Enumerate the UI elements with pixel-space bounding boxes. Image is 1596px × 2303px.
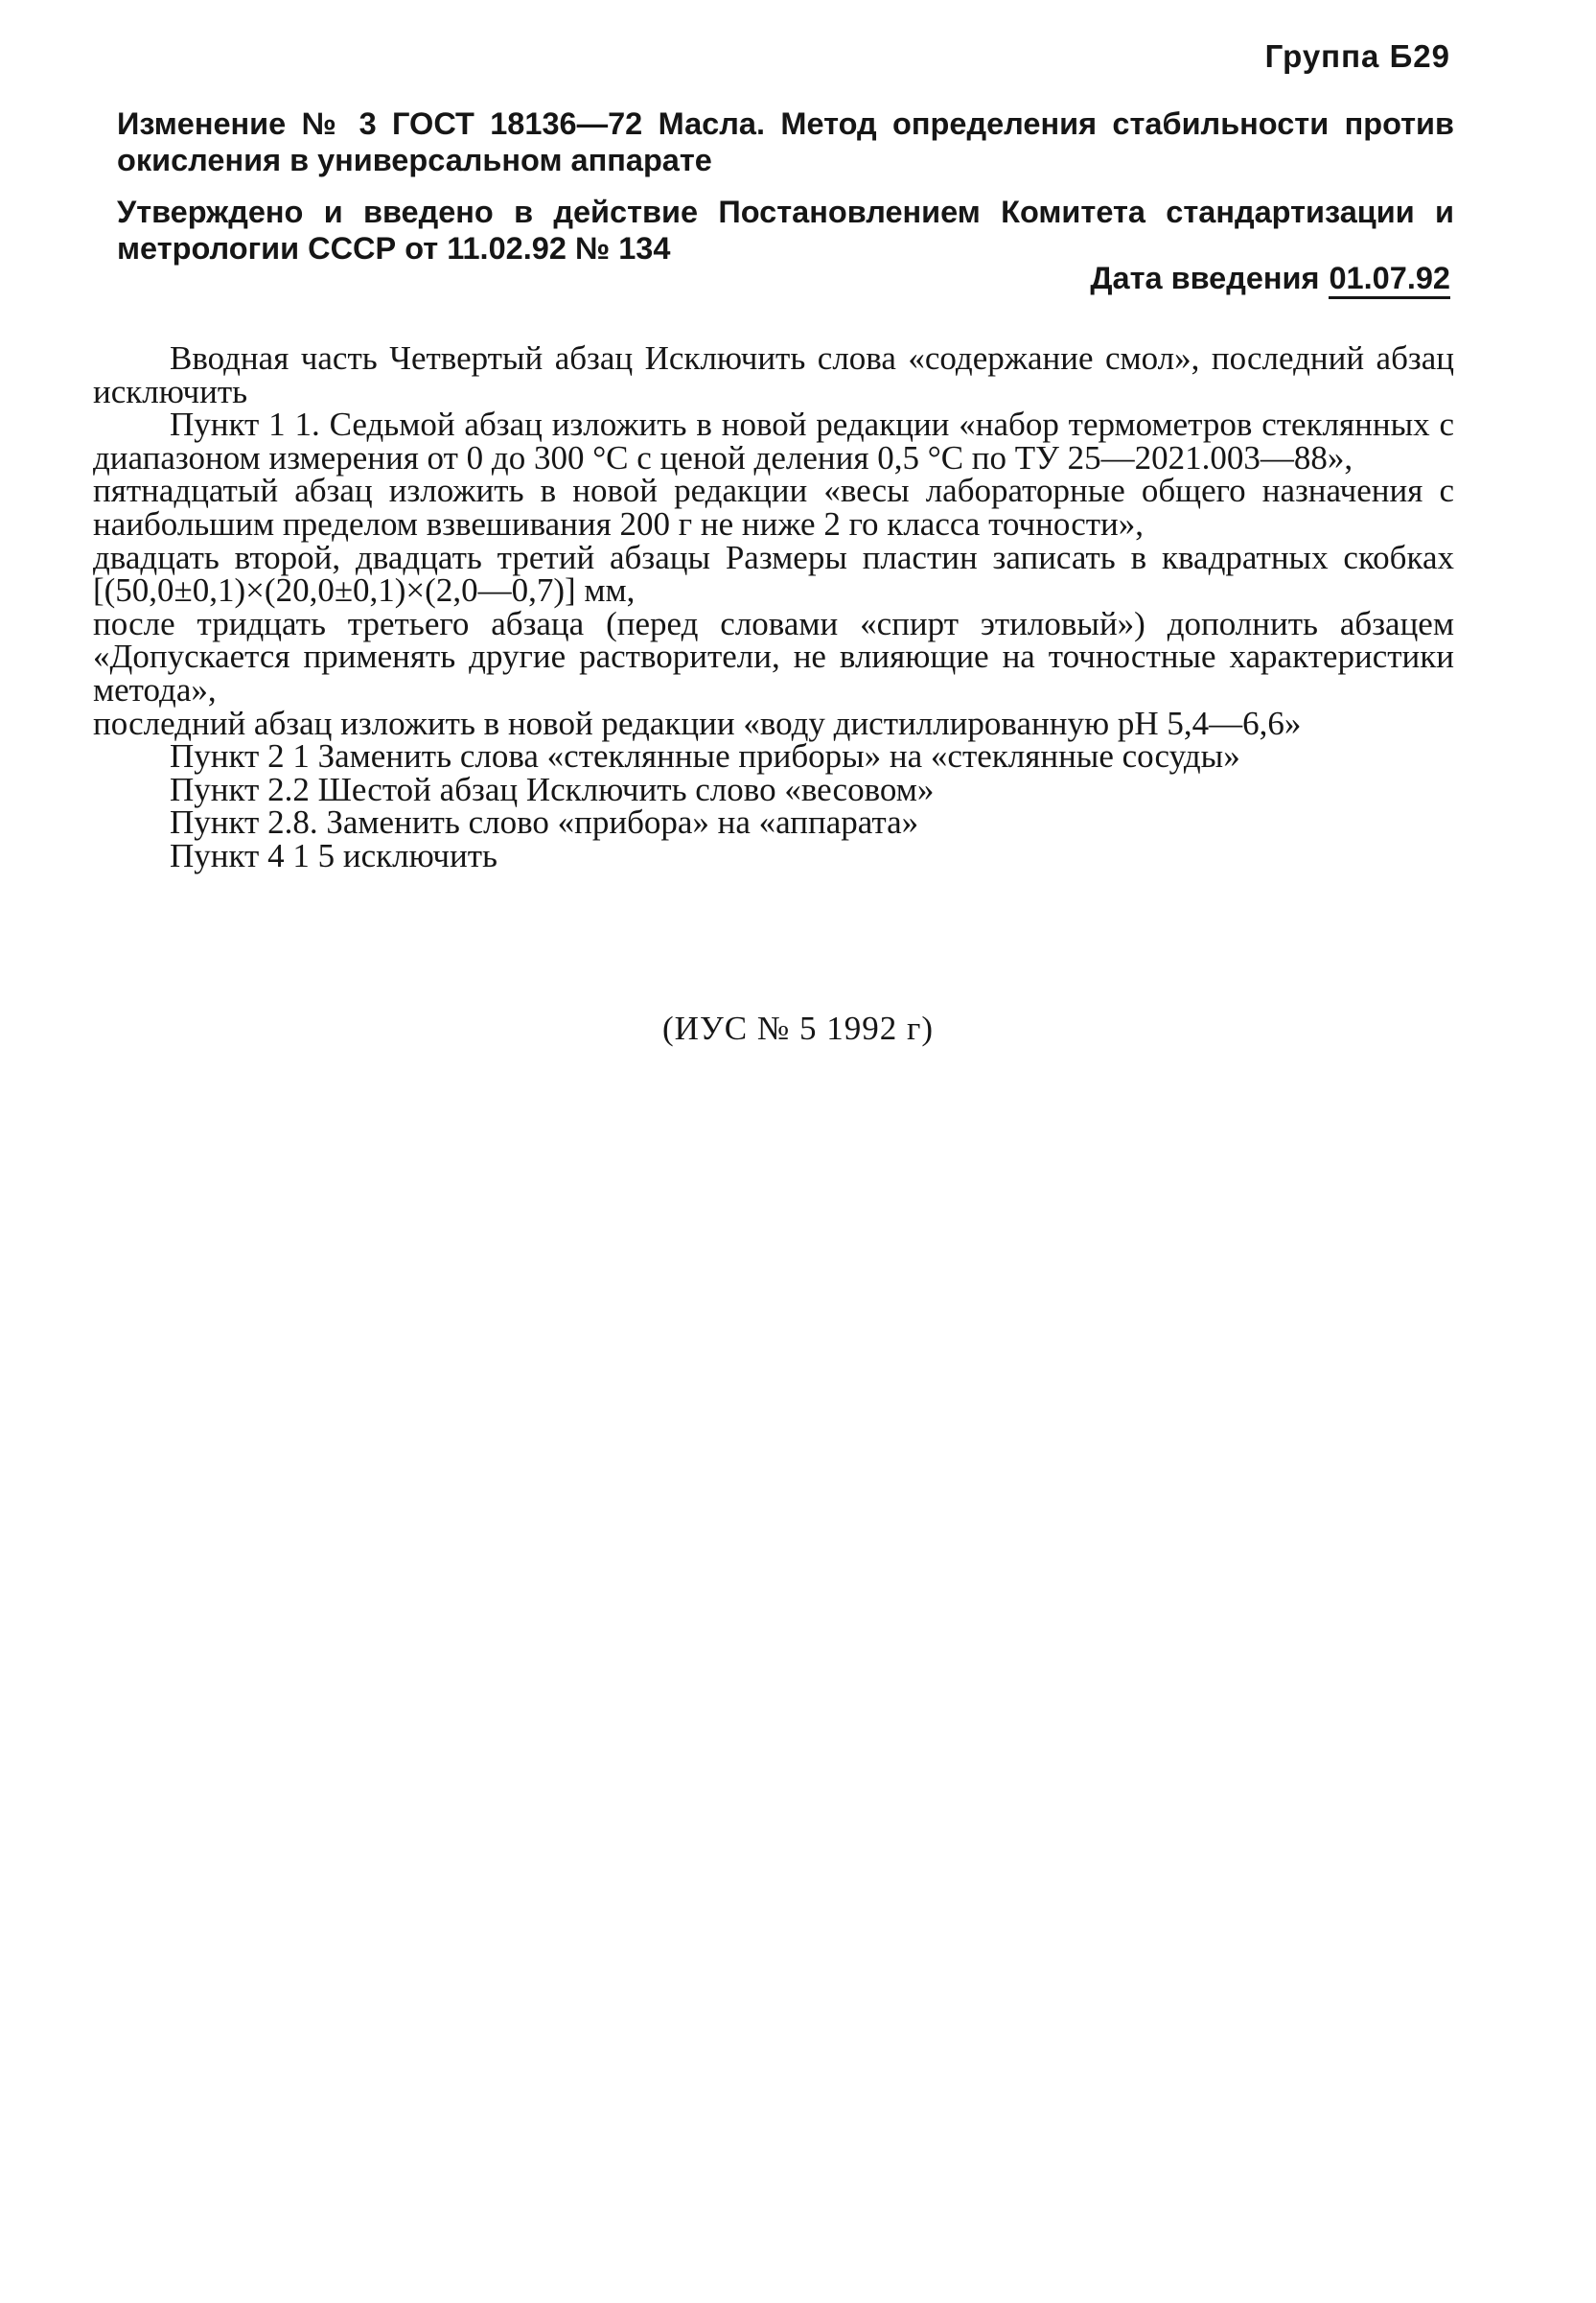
paragraph-clause-2-1: Пункт 2 1 Заменить слова «стеклянные приборы» на «стеклянные сосуды» (170, 737, 1240, 776)
publication-source: (ИУС № 5 1992 г) (662, 1010, 934, 1047)
paragraph-fifteenth: пятнадцатый абзац изложить в новой редакции «весы лабораторные общего назначения с наибольшим пределом взвешивания 200 г не ниже 2 го класса точности», (93, 472, 1454, 543)
effective-date-value: 01.07.92 (1329, 262, 1450, 299)
change-title: Изменение № 3 ГОСТ 18136—72 Масла. Метод определения стабильности против окисления в универсальном аппарате (117, 106, 1454, 177)
paragraph-plate-sizes: двадцать второй, двадцать третий абзацы Размеры пластин записать в квадратных скобках [(50,0±0,1)×(20,0±0,1)×(2,0—0,7)] мм, (93, 538, 1454, 610)
paragraph-clause-2-8: Пункт 2.8. Заменить слово «прибора» на «аппарата» (170, 803, 919, 842)
paragraph-intro: Вводная часть Четвертый абзац Исключить слова «содержание смол», последний абзац исключить (93, 339, 1454, 410)
paragraph-distilled-water: последний абзац изложить в новой редакции «воду дистиллированную pH 5,4—6,6» (93, 704, 1302, 742)
amendment-body (93, 339, 1454, 874)
effective-date (1090, 261, 1450, 299)
group-code: Группа Б29 (1264, 38, 1450, 74)
approval-statement: Утверждено и введено в действие Постановлением Комитета стандартизации и метрологии СССР от 11.02.92 № 134 (117, 195, 1454, 266)
paragraph-clause-1-1: Пункт 1 1. Седьмой абзац изложить в новой редакции «набор термометров стеклянных с диапазоном измерения от 0 до 300 °С с ценой деления 0,5 °С по ТУ 25—2021.003—88», (93, 406, 1454, 477)
paragraph-clause-4-1-5: Пункт 4 1 5 исключить (170, 836, 497, 874)
paragraph-solvents: после тридцать третьего абзаца (перед словами «спирт этиловый») дополнить абзацем «Допускается применять другие растворители, не влияющие на точностные характеристики метода», (93, 604, 1454, 709)
paragraph-clause-2-2: Пункт 2.2 Шестой абзац Исключить слово «весовом» (170, 770, 935, 808)
effective-date-label: Дата введения (1090, 261, 1320, 295)
